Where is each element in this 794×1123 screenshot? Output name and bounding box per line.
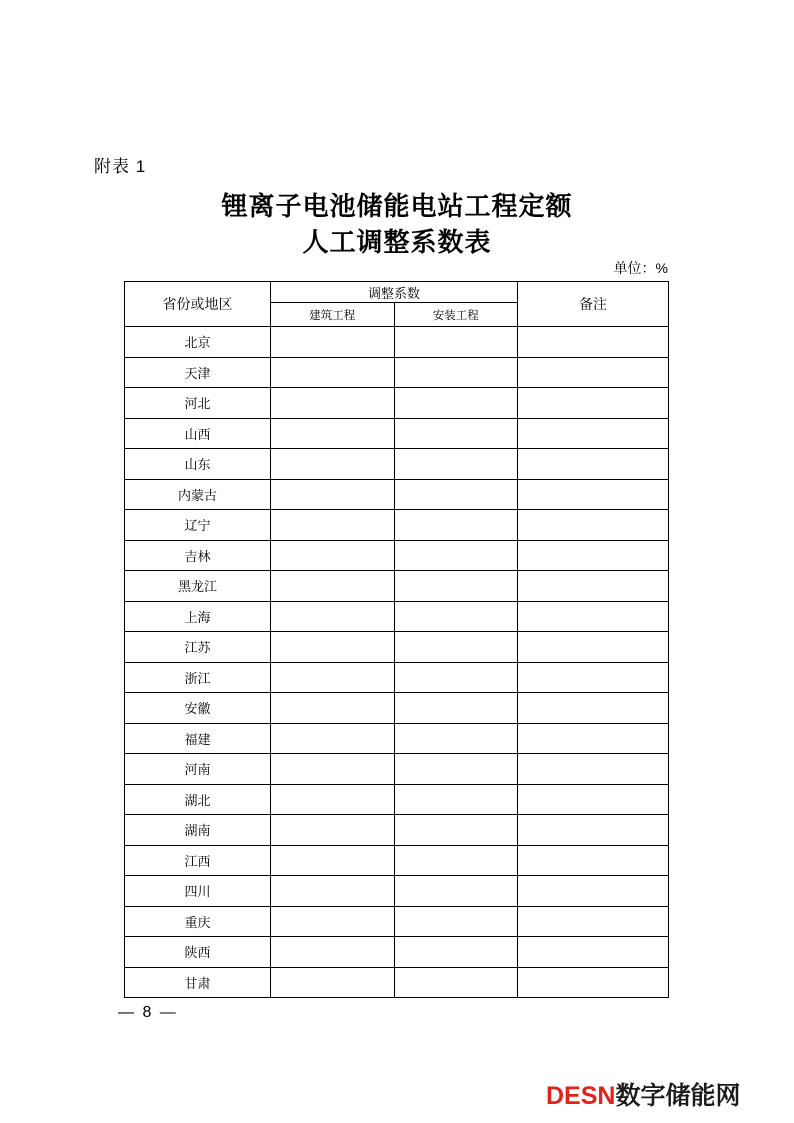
watermark-suffix: 数字储能网 [615, 1082, 741, 1110]
attachment-label: 附表 1 [94, 157, 147, 176]
cell-installation[interactable] [394, 693, 518, 724]
cell-remark[interactable] [518, 601, 669, 632]
cell-construction[interactable] [271, 601, 395, 632]
cell-remark[interactable] [518, 815, 669, 846]
cell-region: 黑龙江 [125, 571, 271, 602]
column-header-construction: 建筑工程 [271, 303, 395, 327]
cell-construction[interactable] [271, 662, 395, 693]
cell-construction[interactable] [271, 906, 395, 937]
table-row [125, 784, 669, 815]
cell-remark[interactable] [518, 723, 669, 754]
cell-construction[interactable] [271, 418, 395, 449]
table-row [125, 937, 669, 968]
cell-installation[interactable] [394, 967, 518, 998]
table-row [125, 906, 669, 937]
cell-installation[interactable] [394, 937, 518, 968]
cell-installation[interactable] [394, 754, 518, 785]
table-row [125, 967, 669, 998]
cell-remark[interactable] [518, 327, 669, 358]
column-header-region: 省份或地区 [125, 282, 271, 327]
cell-remark[interactable] [518, 967, 669, 998]
cell-construction[interactable] [271, 540, 395, 571]
cell-construction[interactable] [271, 388, 395, 419]
table-row [125, 601, 669, 632]
cell-region: 陕西 [125, 937, 271, 968]
cell-construction[interactable] [271, 845, 395, 876]
cell-installation[interactable] [394, 632, 518, 663]
cell-remark[interactable] [518, 418, 669, 449]
cell-remark[interactable] [518, 784, 669, 815]
title-line-1: 锂离子电池储能电站工程定额 [221, 191, 573, 221]
cell-region: 山西 [125, 418, 271, 449]
cell-region: 辽宁 [125, 510, 271, 541]
table-row [125, 571, 669, 602]
table-row [125, 693, 669, 724]
cell-region: 江西 [125, 845, 271, 876]
cell-installation[interactable] [394, 327, 518, 358]
cell-remark[interactable] [518, 571, 669, 602]
cell-remark[interactable] [518, 388, 669, 419]
cell-construction[interactable] [271, 876, 395, 907]
cell-region: 江苏 [125, 632, 271, 663]
table-row [125, 845, 669, 876]
watermark-brand: DESN [546, 1082, 616, 1110]
cell-installation[interactable] [394, 510, 518, 541]
cell-installation[interactable] [394, 815, 518, 846]
cell-region: 河北 [125, 388, 271, 419]
unit-note: 单位：% [613, 260, 668, 276]
cell-construction[interactable] [271, 754, 395, 785]
table-row [125, 479, 669, 510]
cell-remark[interactable] [518, 510, 669, 541]
cell-installation[interactable] [394, 784, 518, 815]
cell-installation[interactable] [394, 479, 518, 510]
cell-region: 四川 [125, 876, 271, 907]
cell-installation[interactable] [394, 906, 518, 937]
table-body [125, 327, 669, 998]
cell-region: 山东 [125, 449, 271, 480]
cell-construction[interactable] [271, 327, 395, 358]
cell-construction[interactable] [271, 510, 395, 541]
watermark [546, 1076, 740, 1112]
cell-remark[interactable] [518, 632, 669, 663]
cell-installation[interactable] [394, 388, 518, 419]
cell-region: 重庆 [125, 906, 271, 937]
cell-construction[interactable] [271, 784, 395, 815]
cell-remark[interactable] [518, 876, 669, 907]
cell-construction[interactable] [271, 449, 395, 480]
cell-remark[interactable] [518, 845, 669, 876]
cell-region: 湖北 [125, 784, 271, 815]
cell-region: 北京 [125, 327, 271, 358]
cell-remark[interactable] [518, 754, 669, 785]
page-number: — 8 — [118, 1004, 178, 1021]
cell-remark[interactable] [518, 693, 669, 724]
table-row [125, 357, 669, 388]
cell-installation[interactable] [394, 571, 518, 602]
cell-construction[interactable] [271, 571, 395, 602]
cell-region: 湖南 [125, 815, 271, 846]
cell-remark[interactable] [518, 540, 669, 571]
table-row [125, 540, 669, 571]
cell-remark[interactable] [518, 479, 669, 510]
cell-construction[interactable] [271, 937, 395, 968]
cell-installation[interactable] [394, 540, 518, 571]
cell-construction[interactable] [271, 479, 395, 510]
cell-installation[interactable] [394, 723, 518, 754]
table-row [125, 876, 669, 907]
title-line-2: 人工调整系数表 [302, 227, 492, 257]
cell-construction[interactable] [271, 693, 395, 724]
cell-construction[interactable] [271, 815, 395, 846]
cell-construction[interactable] [271, 632, 395, 663]
cell-region: 安徽 [125, 693, 271, 724]
cell-installation[interactable] [394, 876, 518, 907]
cell-region: 吉林 [125, 540, 271, 571]
table-row [125, 418, 669, 449]
table-row [125, 449, 669, 480]
column-header-installation: 安装工程 [394, 303, 518, 327]
cell-installation[interactable] [394, 845, 518, 876]
table-row [125, 510, 669, 541]
cell-region: 浙江 [125, 662, 271, 693]
column-header-coefficient: 调整系数 [271, 282, 518, 303]
cell-region: 河南 [125, 754, 271, 785]
cell-installation[interactable] [394, 357, 518, 388]
table-row [125, 327, 669, 358]
table-row [125, 723, 669, 754]
cell-remark[interactable] [518, 662, 669, 693]
cell-installation[interactable] [394, 418, 518, 449]
cell-region: 甘肃 [125, 967, 271, 998]
column-header-remark: 备注 [518, 282, 669, 327]
cell-installation[interactable] [394, 601, 518, 632]
cell-region: 天津 [125, 357, 271, 388]
adjustment-coefficient-table [124, 281, 669, 998]
table-row [125, 754, 669, 785]
cell-remark[interactable] [518, 357, 669, 388]
cell-region: 福建 [125, 723, 271, 754]
cell-installation[interactable] [394, 662, 518, 693]
cell-remark[interactable] [518, 906, 669, 937]
table-header-row-1 [125, 282, 669, 303]
table-header [125, 282, 669, 327]
page-title [0, 188, 794, 260]
cell-region: 上海 [125, 601, 271, 632]
cell-remark[interactable] [518, 937, 669, 968]
cell-region: 内蒙古 [125, 479, 271, 510]
cell-remark[interactable] [518, 449, 669, 480]
table-row [125, 815, 669, 846]
cell-construction[interactable] [271, 723, 395, 754]
cell-installation[interactable] [394, 449, 518, 480]
cell-construction[interactable] [271, 967, 395, 998]
table-row [125, 632, 669, 663]
table-row [125, 662, 669, 693]
table-row [125, 388, 669, 419]
cell-construction[interactable] [271, 357, 395, 388]
